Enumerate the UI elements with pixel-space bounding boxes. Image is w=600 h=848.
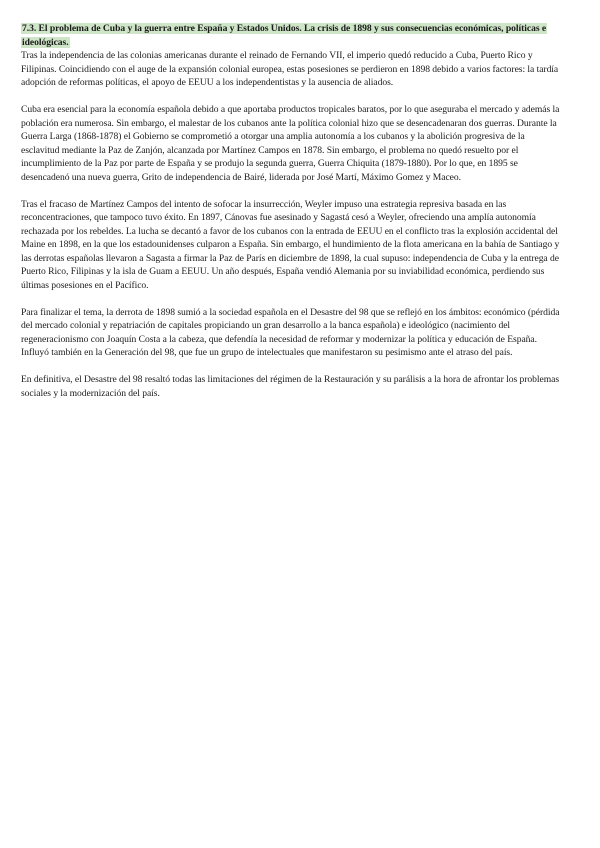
document-body [21,22,563,414]
title-block [21,22,563,49]
paragraph-4: Para finalizar el tema, la derrota de 1898 sumió a la sociedad española en el Desastre del 98 que se reflejó en los ámbitos: económico (pérdida del mercado colonial y repatriación de capitales propiciando un gran desarrollo a la banca española) e ideológico (nacimiento del regeneracionismo con Joaquín Costa a la cabeza, que defendía la necesidad de reformar y modernizar la política y educación de España. Influyó también en la Generación del 98, que fue un grupo de intelectuales que manifestaron su pesimismo ante el atraso del país. [21,306,560,358]
document-title: 7.3. El problema de Cuba y la guerra entre España y Estados Unidos. La crisis de 1898 y sus consecuencias económicas, políticas e ideológicas. [22,23,547,48]
paragraph-5: En definitiva, el Desastre del 98 resaltó todas las limitaciones del régimen de la Restauración y su parálisis a la hora de afrontar los problemas sociales y la modernización del país. [21,374,560,399]
paragraph-3: Tras el fracaso de Martínez Campos del intento de sofocar la insurrección, Weyler impuso una estrategia represiva basada en las reconcentraciones, que tampoco tuvo éxito. En 1897, Cánovas fue asesinado y Sagastá cesó a Weyler, ofreciendo una amplía autonomía rechazada por los rebeldes. La lucha se decantó a favor de los cubanos con la entrada de EEUU en el conflicto tras la explosión accidental del Maine en 1898, en la que los estadounidenses culparon a España. Sin embargo, el hundimiento de la flota americana en la bahía de Santiago y las derrotas españolas llevaron a Sagasta a firmar la Paz de París en diciembre de 1898, la cual supuso: independencia de Cuba y la entrega de Puerto Rico, Filipinas y la isla de Guam a EEUU. Un año después, España vendió Alemania por su inviabilidad económica, perdiendo sus últimas posesiones en el Pacífico. [21,198,560,291]
paragraph-2: Cuba era esencial para la economía española debido a que aportaba productos tropicales baratos, por lo que aseguraba el mercado y además la población era numerosa. Sin embargo, el malestar de los cubanos ante la política colonial hizo que se desencadenaran dos guerras. Durante la Guerra Larga (1868-1878) el Gobierno se comprometió a otorgar una amplia autonomía a los cubanos y la abolición progresiva de la esclavitud mediante la Paz de Zanjón, alcanzada por Martínez Campos en 1878. Sin embargo, el problema no quedó resuelto por el incumplimiento de la Paz por parte de España y se produjo la segunda guerra, Guerra Chiquita (1879-1880). Por lo que, en 1895 se desencadenó una nueva guerra, Grito de independencia de Bairé, liderada por José Martí, Máximo Gomez y Maceo. [21,104,560,183]
paragraph-1: Tras la independencia de las colonias americanas durante el reinado de Fernando VII, el imperio quedó reducido a Cuba, Puerto Rico y Filipinas. Coincidiendo con el auge de la expansión colonial europea, estas posesiones se perdieron en 1898 debido a varios factores: la tardía adopción de reformas políticas, el apoyo de EEUU a los independentistas y la ausencia de aliados. [21,50,559,88]
